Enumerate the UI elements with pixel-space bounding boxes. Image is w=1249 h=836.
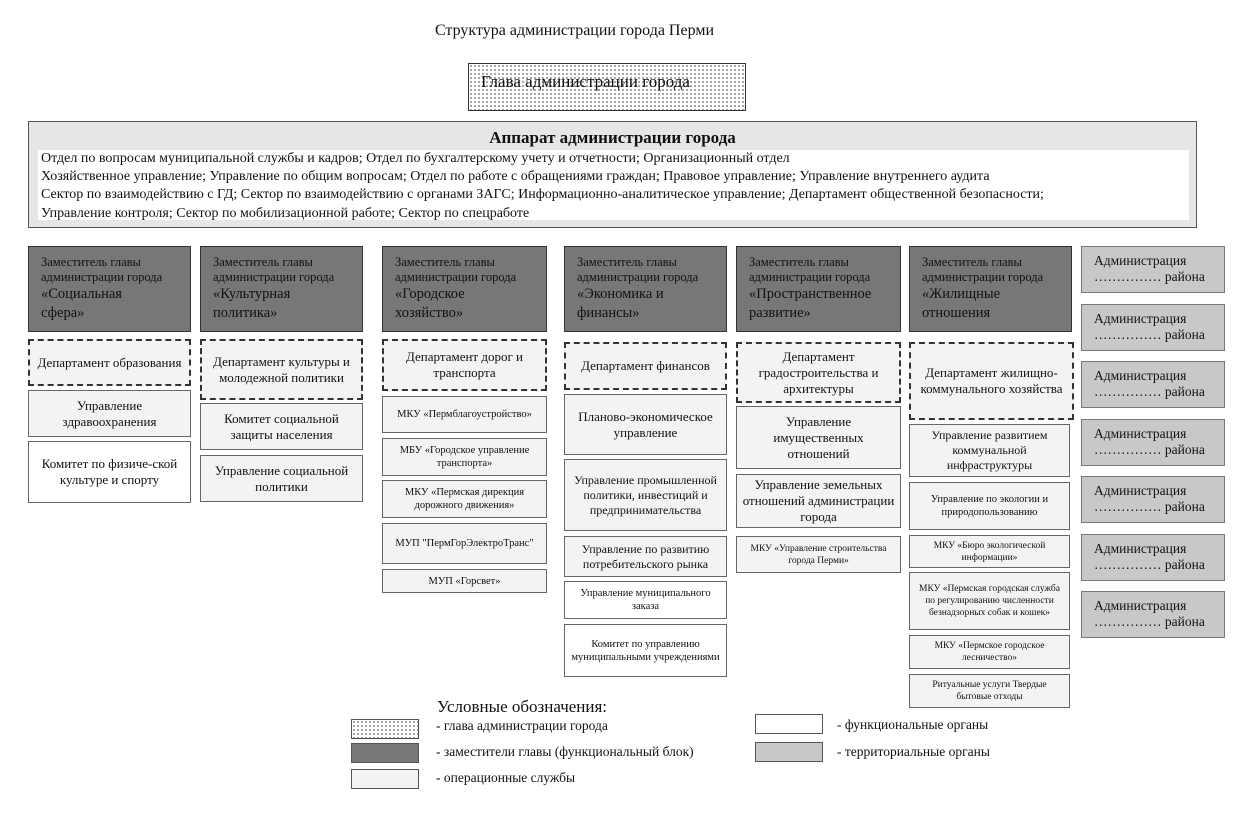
legend-swatch-territorial [755,742,823,762]
territorial-label: Администрация [1094,253,1187,268]
deputy-city [382,246,547,332]
territorial-admin-box [1081,304,1225,351]
deputy-name: отношения [922,305,991,321]
legend-label: - заместители главы (функциональный блок) [436,744,694,759]
org-box: МКУ «Управление строительства города Перми» [736,536,901,573]
org-box: Комитет по физиче-ской культуре и спорту [28,441,191,503]
territorial-district: …………… района [1094,269,1205,284]
deputy-name: сфера» [41,305,85,321]
head-box: Глава администрации города [468,63,746,111]
apparat-title: Аппарат администрации города [489,128,736,147]
org-box: МКУ «Бюро экологической информации» [909,535,1070,568]
org-box: Департамент культуры и молодежной политики [200,339,363,400]
territorial-label: Администрация [1094,483,1187,498]
apparat-line: Отдел по вопросам муниципальной службы и кадров; Отдел по бухгалтерскому учету и отчетности; Организационный отдел [41,151,790,166]
org-box: Управление развитием коммунальной инфраструктуры [909,424,1070,477]
territorial-admin-box [1081,476,1225,523]
org-box: МКУ «Пермское городское лесничество» [909,635,1070,669]
territorial-label: Администрация [1094,425,1187,441]
org-box: МБУ «Городское управление транспорта» [382,438,547,476]
territorial-label: Администрация [1094,368,1187,383]
org-box: Департамент финансов [564,342,727,390]
deputy-name: «Городское [395,286,465,302]
territorial-district: …………… района [1094,326,1205,342]
territorial-admin-box [1081,361,1225,408]
territorial-label: Администрация [1094,540,1187,556]
deputy-prefix: Заместитель главы [577,255,677,269]
org-box: Ритуальные услуги Твердые бытовые отходы [909,674,1070,708]
deputy-prefix: администрации города [922,270,1044,284]
org-box: МКУ «Пермская дирекция дорожного движения» [382,480,547,518]
org-box: Управление по экологии и природопользованию [909,482,1070,530]
org-box: МКУ «Пермская городская служба по регулированию численности безнадзорных собак и кошек» [909,572,1070,630]
deputy-name: «Культурная [213,286,291,302]
territorial-admin-box [1081,246,1225,293]
apparat-line: Управление контроля; Сектор по мобилизационной работе; Сектор по спецработе [41,205,530,220]
territorial-admin-box [1081,591,1225,638]
deputy-name: хозяйство» [395,305,464,321]
page-title: Структура администрации города Перми [434,22,715,39]
org-box: Комитет социальной защиты населения [200,403,363,450]
legend-swatch-functional [755,714,823,734]
deputy-prefix: Заместитель главы [395,255,495,269]
org-box: МКУ «Пермблагоустройство» [382,396,547,433]
deputy-name: «Пространственное [749,286,872,302]
legend-title: Условные обозначения: [437,697,608,716]
org-box: Планово-экономическое управление [564,394,727,455]
territorial-label: Администрация [1094,310,1187,326]
deputy-name: политика» [213,305,278,321]
org-box: Управление земельных отношений администрации города [736,474,901,528]
legend-swatch-deputy [351,743,419,763]
territorial-district: …………… района [1094,499,1205,514]
deputy-culture [200,246,363,332]
legend-label: - функциональные органы [837,717,989,732]
org-box: Департамент дорог и транспорта [382,339,547,391]
deputy-prefix: Заместитель главы [922,255,1022,269]
apparat-line: Сектор по взаимодействию с ГД; Сектор по взаимодействию с органами ЗАГС; Информационно-аналитическое управление; Департамент общественной безопасности; [41,187,1044,203]
territorial-admin-box [1081,534,1225,581]
org-box: Комитет по управлению муниципальными учреждениями [564,624,727,677]
territorial-admin-box [1081,419,1225,466]
org-box: МУП «Горсвет» [382,569,547,593]
org-box: Департамент образования [28,339,191,386]
deputy-name: «Социальная [41,286,122,302]
territorial-district: …………… района [1094,384,1205,399]
apparat-list [38,150,1189,220]
deputy-prefix: администрации города [213,270,335,284]
deputy-name: развитие» [749,305,811,321]
deputy-name: «Жилищные [922,286,1001,302]
deputy-name: финансы» [577,305,640,321]
territorial-district: …………… района [1094,614,1205,629]
territorial-district: …………… района [1094,441,1205,457]
org-box: Управление муниципального заказа [564,581,727,619]
org-box: Управление промышленной политики, инвестиций и предпринимательства [564,459,727,531]
deputy-prefix: Заместитель главы [41,255,141,269]
legend-label: - территориальные органы [837,744,990,759]
deputy-name: «Экономика и [577,286,664,302]
territorial-label: Администрация [1094,598,1187,613]
deputy-prefix: Заместитель главы [213,255,313,269]
org-box: Управление социальной политики [200,455,363,502]
deputy-social [28,246,191,332]
territorial-district: …………… района [1094,556,1205,572]
legend-label: - глава администрации города [436,718,608,733]
deputy-prefix: администрации города [41,270,163,284]
deputy-prefix: Заместитель главы [749,255,849,269]
deputy-prefix: администрации города [577,270,699,284]
legend-swatch-operational [351,769,419,789]
legend-label: - операционные службы [436,770,576,785]
deputy-prefix: администрации города [395,270,517,284]
apparat-line: Хозяйственное управление; Управление по общим вопросам; Отдел по работе с обращениями граждан; Правовое управление; Управление внутреннего аудита [41,169,990,185]
org-box: Управление по развитию потребительского рынка [564,536,727,577]
org-box: МУП "ПермГорЭлектроТранс" [382,523,547,564]
apparat-box [28,121,1197,228]
org-box: Управление имущественных отношений [736,406,901,469]
deputy-prefix: администрации города [749,270,871,284]
deputy-housing [909,246,1072,332]
legend-swatch-head [351,719,419,739]
org-box: Департамент градостроительства и архитектуры [736,342,901,403]
deputy-economy [564,246,727,332]
org-box: Департамент жилищно-коммунального хозяйства [909,342,1074,420]
deputy-spatial [736,246,901,332]
org-box: Управление здравоохранения [28,390,191,437]
